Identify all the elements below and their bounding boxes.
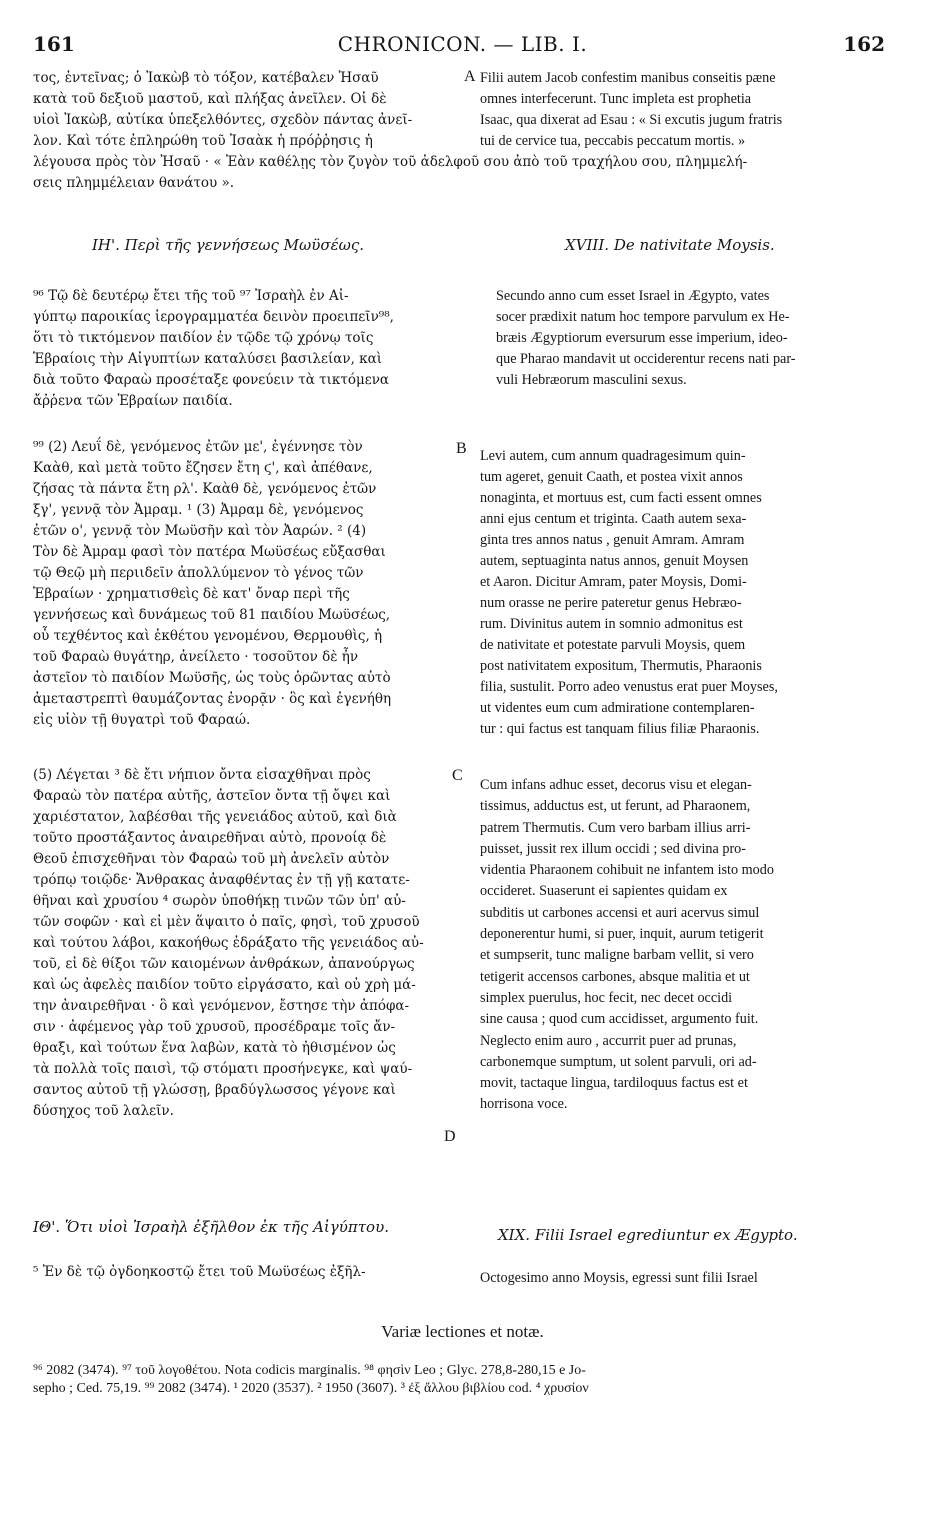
notes-heading: Variæ lectiones et notæ. — [381, 1322, 544, 1341]
latin-continuation: Filii autem Jacob confestim manibus conseitis pæne omnes interfecerunt. Tunc impleta est prophetia Isaac, qua dixerat ad Esau : « Si excutis jugum fratris tui de cervice tua, peccabis peccatum mortis. » — [480, 70, 783, 149]
margin-letter-b: B — [456, 440, 467, 457]
latin-section-title-19: XIX. Filii Israel egrediuntur ex Ægypto. — [498, 1226, 798, 1244]
latin-paragraph-3: Cum infans adhuc esset, decorus visu et elegan- tissimus, adductus est, ut ferunt, ad Pharaonem, patrem Thermutis. Cum vero barbam illius arri- puisset, jussit rex illum occidi ; sed divina pro- videntia Pharaonem cohibuit ne infantem isto modo occideret. Suaserunt ei sapientes quidam ex subditis ut carbones accensi et auri acervus simul deponerentur humi, si puer, inquit, aurum tetigerit et sumpserit, tunc maligne barbam vellit, si vero tetigerit accensos carbones, absque malitia et ut simplex puerulus, hoc fecit, nec decet occidi sine causa ; quod cum accidisset, argumento fuit. Neglecto enim auro , accurrit puer ad prunas, carbonemque sumptum, ut solent parvuli, ori ad- movit, tactaque lingua, tardiloquus factus est et horrisona voce. — [480, 777, 774, 1113]
greek-paragraph-3: (5) Λέγεται ³ δὲ ἔτι νήπιον ὄντα εἰσαχθῆναι πρὸς Φαραὼ τὸν πατέρα αὐτῆς, ἀστεῖον ὄντα τῇ ὄψει καὶ χαριέστατον, λαβέσθαι τῆς γενειάδος αὐτοῦ, καὶ διὰ τοῦτο προστάξαντος ἀναιρεθῆναι αὐτὸ, προνοίᾳ δὲ Θεοῦ ἐπισχεθῆναι τὸν Φαραὼ τοῦ μὴ ἀνελεῖν αὐτὸν τρόπῳ τοιῷδε· Ἄνθρακας ἀναφθέντας ἐν τῇ γῇ κατατε- θῆναι καὶ χρυσίου ⁴ σωρὸν ὑποθήκῃ τινῶν τῶν ὑπ' αὐ- τῶν σοφῶν · καὶ εἰ μὲν ἅψαιτο ὁ παῖς, φησὶ, τοῦ χρυσοῦ καὶ τούτου λάβοι, κακοήθως ἐδράξατο τῆς γενειάδος αὐ- τοῦ, εἰ δὲ θίξοι τῶν καιομένων ἀνθράκων, ἀπανούργως καὶ ὡς ἀφελὲς παιδίον τοῦτο εἰργάσατο, καὶ οὐ χρὴ μά- την ἀναιρεθῆναι · ὃ καὶ γενόμενον, ἔστησε τὴν ἀπόφα- σιν · ἀφέμενος γὰρ τοῦ χρυσοῦ, προσέδραμε τοῖς ἄν- θραξι, καὶ τούτων ἕνα λαβὼν, κατὰ τὸ ἠθισμένον ὡς τὰ πολλὰ τοῖς παισὶ, τῷ στόματι προσήνεγκε, καὶ ψαύ- σαντος αὐτοῦ τῇ γλώσσῃ, βραδύγλωσσος γέγονε καὶ δύσηχος τοῦ λαλεῖν. — [33, 767, 424, 1119]
margin-letter-a: A — [464, 68, 476, 85]
greek-paragraph-4: ⁵ Ἐν δὲ τῷ ὀγδοηκοστῷ ἔτει τοῦ Μωϋσέως ἐξῆλ- — [33, 1264, 366, 1280]
margin-letter-d: D — [444, 1128, 456, 1145]
greek-paragraph-1: ⁹⁶ Τῷ δὲ δευτέρῳ ἔτει τῆς τοῦ ⁹⁷ Ἰσραὴλ ἐν Αἰ- γύπτῳ παροικίας ἱερογραμματέα δεινὸν προειπεῖν⁹⁸, ὅτι τὸ τικτόμενον παιδίον ἐν τῷδε τῷ χρόνῳ τοῖς Ἑβραίοις τὴν Αἰγυπτίων καταλύσει βασιλείαν, καὶ διὰ τοῦτο Φαραὼ προσέταξε φονεύειν τὰ τικτόμενα ἄῤῥενα τῶν Ἑβραίων παιδία. — [33, 288, 394, 409]
running-title: CHRONICON. — LIB. I. — [337, 32, 588, 56]
page-header — [0, 32, 925, 62]
page-number-right: 162 — [843, 32, 885, 56]
greek-section-title-18: ΙΗ'. Περὶ τῆς γεννήσεως Μωϋσέως. — [92, 236, 365, 254]
notes-text: ⁹⁶ 2082 (3474). ⁹⁷ τοῦ λογοθέτου. Nota codicis marginalis. ⁹⁸ φησὶν Leo ; Glyc. 278,8-280,15 e Jo- sepho ; Ced. 75,19. ⁹⁹ 2082 (3474). ¹ 2020 (3537). ² 1950 (3607). ³ ἐξ ἄλλου βιβλίου cod. ⁴ χρυσίον — [33, 1363, 589, 1396]
margin-letter-c: C — [452, 767, 463, 784]
latin-section-title-18: XVIII. De nativitate Moysis. — [565, 236, 775, 254]
latin-paragraph-1: Secundo anno cum esset Israel in Ægypto, vates socer prædixit natum hoc tempore parvulum ex He- bræis Ægyptiorum eversurum esse imperium, ideo- que Pharao mandavit ut occiderentur recens nati par- vuli Hebræorum masculini sexus. — [496, 288, 796, 388]
greek-section-title-19: ΙΘ'. Ὅτι υἱοὶ Ἰσραὴλ ἐξῆλθον ἐκ τῆς Αἰγύπτου. — [33, 1218, 389, 1236]
greek-paragraph-2: ⁹⁹ (2) Λευΐ δὲ, γενόμενος ἐτῶν με', ἐγέννησε τὸν Καὰθ, καὶ μετὰ τοῦτο ἔζησεν ἔτη ϛ', καὶ ἀπέθανε, ζήσας τὰ πάντα ἔτη ρλ'. Καὰθ δὲ, γενόμενος ἐτῶν ξγ', γεννᾷ τὸν Ἀμραμ. ¹ (3) Ἀμραμ δὲ, γενόμενος ἐτῶν ο', γεννᾷ τὸν Μωϋσῆν καὶ τὸν Ἀαρών. ² (4) Τὸν δὲ Ἀμραμ φασὶ τὸν πατέρα Μωϋσέως εὔξασθαι τῷ Θεῷ μὴ περιιδεῖν ἀπολλύμενον τὸ γένος τῶν Ἑβραίων · χρηματισθεὶς δὲ κατ' ὄναρ περὶ τῆς γεννήσεως καὶ δυνάμεως τοῦ 81 παιδίου Μωϋσέως, οὗ τεχθέντος καὶ ἐκθέτου γενομένου, Θερμουθὶς, ἡ τοῦ Φαραὼ θυγάτηρ, ἀνείλετο · τοσοῦτον δὲ ἦν ἀστεῖον τὸ παιδίον Μωϋσῆς, ὡς τοὺς ὁρῶντας αὐτὸ ἀμεταστρεπτὶ θαυμάζοντας ἐνορᾷν · ὃς καὶ ἐγενήθη εἰς υἱὸν τῇ θυγατρὶ τοῦ Φαραώ. — [33, 439, 392, 728]
greek-continuation: τος, ἐντεῖνας; ὁ Ἰακὼβ τὸ τόξον, κατέβαλεν Ἠσαῦ κατὰ τοῦ δεξιοῦ μαστοῦ, καὶ πλήξας ἀνεῖλεν. Οἱ δὲ υἱοὶ Ἰακὼβ, αὐτίκα ὑπεξελθόντες, σχεδὸν πάντας ἀνεῖ- λον. Καὶ τότε ἐπληρώθη τοῦ Ἰσαὰκ ἡ πρόῤῥησις ἡ λέγουσα πρὸς τὸν Ἠσαῦ · « Ἐὰν καθέλῃς τὸν ζυγὸν τοῦ ἀδελφοῦ σου ἀπὸ τοῦ τραχήλου σου, πλημμελή- σεις πλημμέλειαν θανάτου ». — [33, 70, 748, 191]
latin-paragraph-2: Levi autem, cum annum quadragesimum quin- tum ageret, genuit Caath, et postea vixit annos nonaginta, et mortuus est, cum facti essent omnes anni ejus centum et triginta. Caath autem sexa- ginta tres annos natus , genuit Amram. Amram autem, septuaginta natus annos, genuit Moysen et Aaron. Dicitur Amram, pater Moysis, Domi- num orasse ne perire pateretur genus Hebræo- rum. Divinitus autem in somnio admonitus est de nativitate et potestate parvuli Moysis, quem post nativitatem expositum, Thermutis, Pharaonis filia, sustulit. Porro adeo venustus erat puer Moyses, ut videntes eum cum admiratione contemplaren- tur : qui factus est tanquam filius filiæ Pharaonis. — [480, 448, 778, 737]
latin-paragraph-4: Octogesimo anno Moysis, egressi sunt filii Israel — [480, 1270, 758, 1286]
page-number-left: 161 — [33, 32, 75, 56]
